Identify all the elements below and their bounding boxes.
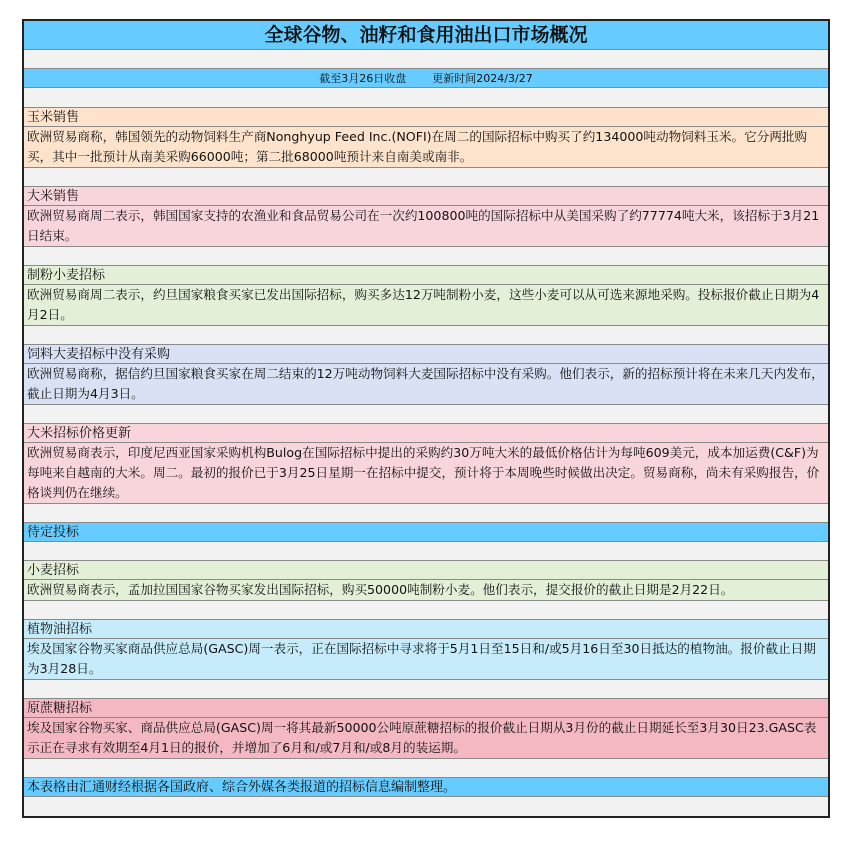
spacer-row	[24, 405, 828, 424]
section-text-feed-barley: 欧洲贸易商称，据信约旦国家粮食买家在周二结束的12万吨动物饲料大麦国际招标中没有采购。他们表示，新的招标预计将在未来几天内发布，截止日期为4月3日。	[24, 364, 828, 405]
section-heading-rice-sales: 大米销售	[24, 187, 828, 206]
section-text-vegoil-tender: 埃及国家谷物买家商品供应总局(GASC)周一表示，正在国际招标中寻求将于5月1日至15日和/或5月16日至30日抵达的植物油。报价截止日期为3月28日。	[24, 639, 828, 680]
spacer-row	[24, 759, 828, 778]
section-text-milling-wheat: 欧洲贸易商周二表示，约旦国家粮食买家已发出国际招标，购买多达12万吨制粉小麦，这些小麦可以从可选来源地采购。投标报价截止日期为4月2日。	[24, 285, 828, 326]
update-info-row	[24, 69, 828, 88]
spacer-row	[24, 168, 828, 187]
section-text-sugar-tender: 埃及国家谷物买家、商品供应总局(GASC)周一将其最新50000公吨原蔗糖招标的报价截止日期从3月份的截止日期延长至3月30日23.GASC表示正在寻求有效期至4月1日的报价，并增加了6月和/或7月和/或8月的装运期。	[24, 718, 828, 759]
close-date: 截至3月26日收盘	[319, 72, 407, 85]
spacer-row	[24, 504, 828, 523]
footer-note: 本表格由汇通财经根据各国政府、综合外媒各类报道的招标信息编制整理。	[24, 778, 828, 797]
section-text-rice-tender: 欧洲贸易商表示，印度尼西亚国家采购机构Bulog在国际招标中提出的采购约30万吨大米的最低价格估计为每吨609美元，成本加运费(C&F)为每吨来自越南的大米。周二。最初的报价已于3月25日星期一在招标中提交，预计将于本周晚些时候做出决定。贸易商称，尚未有采购报告，价格谈判仍在继续。	[24, 443, 828, 504]
section-text-rice-sales: 欧洲贸易商周二表示，韩国国家支持的农渔业和食品贸易公司在一次约100800吨的国际招标中从美国采购了约77774吨大米，该招标于3月21日结束。	[24, 206, 828, 247]
section-text-wheat-tender: 欧洲贸易商表示，孟加拉国国家谷物买家发出国际招标，购买50000吨制粉小麦。他们表示，提交报价的截止日期是2月22日。	[24, 580, 828, 601]
section-heading-corn: 玉米销售	[24, 108, 828, 127]
market-overview-table	[22, 19, 830, 818]
section-heading-wheat-tender: 小麦招标	[24, 561, 828, 580]
update-time: 更新时间2024/3/27	[432, 72, 533, 85]
section-text-corn: 欧洲贸易商称，韩国领先的动物饲料生产商Nonghyup Feed Inc.(NOFI)在周二的国际招标中购买了约134000吨动物饲料玉米。它分两批购买，其中一批预计从南美采购66000吨；第二批68000吨预计来自南美或南非。	[24, 127, 828, 168]
spacer-row	[24, 680, 828, 699]
spacer-row	[24, 247, 828, 266]
spacer-row	[24, 797, 828, 816]
section-heading-sugar-tender: 原蔗糖招标	[24, 699, 828, 718]
section-heading-rice-tender: 大米招标价格更新	[24, 424, 828, 443]
section-heading-milling-wheat: 制粉小麦招标	[24, 266, 828, 285]
spacer-row	[24, 542, 828, 561]
spacer-row	[24, 326, 828, 345]
spacer-row	[24, 601, 828, 620]
section-heading-vegoil-tender: 植物油招标	[24, 620, 828, 639]
pending-tenders-heading: 待定投标	[24, 523, 828, 542]
page-title: 全球谷物、油籽和食用油出口市场概况	[24, 21, 828, 50]
spacer-row	[24, 88, 828, 108]
spacer-row	[24, 50, 828, 69]
section-heading-feed-barley: 饲料大麦招标中没有采购	[24, 345, 828, 364]
